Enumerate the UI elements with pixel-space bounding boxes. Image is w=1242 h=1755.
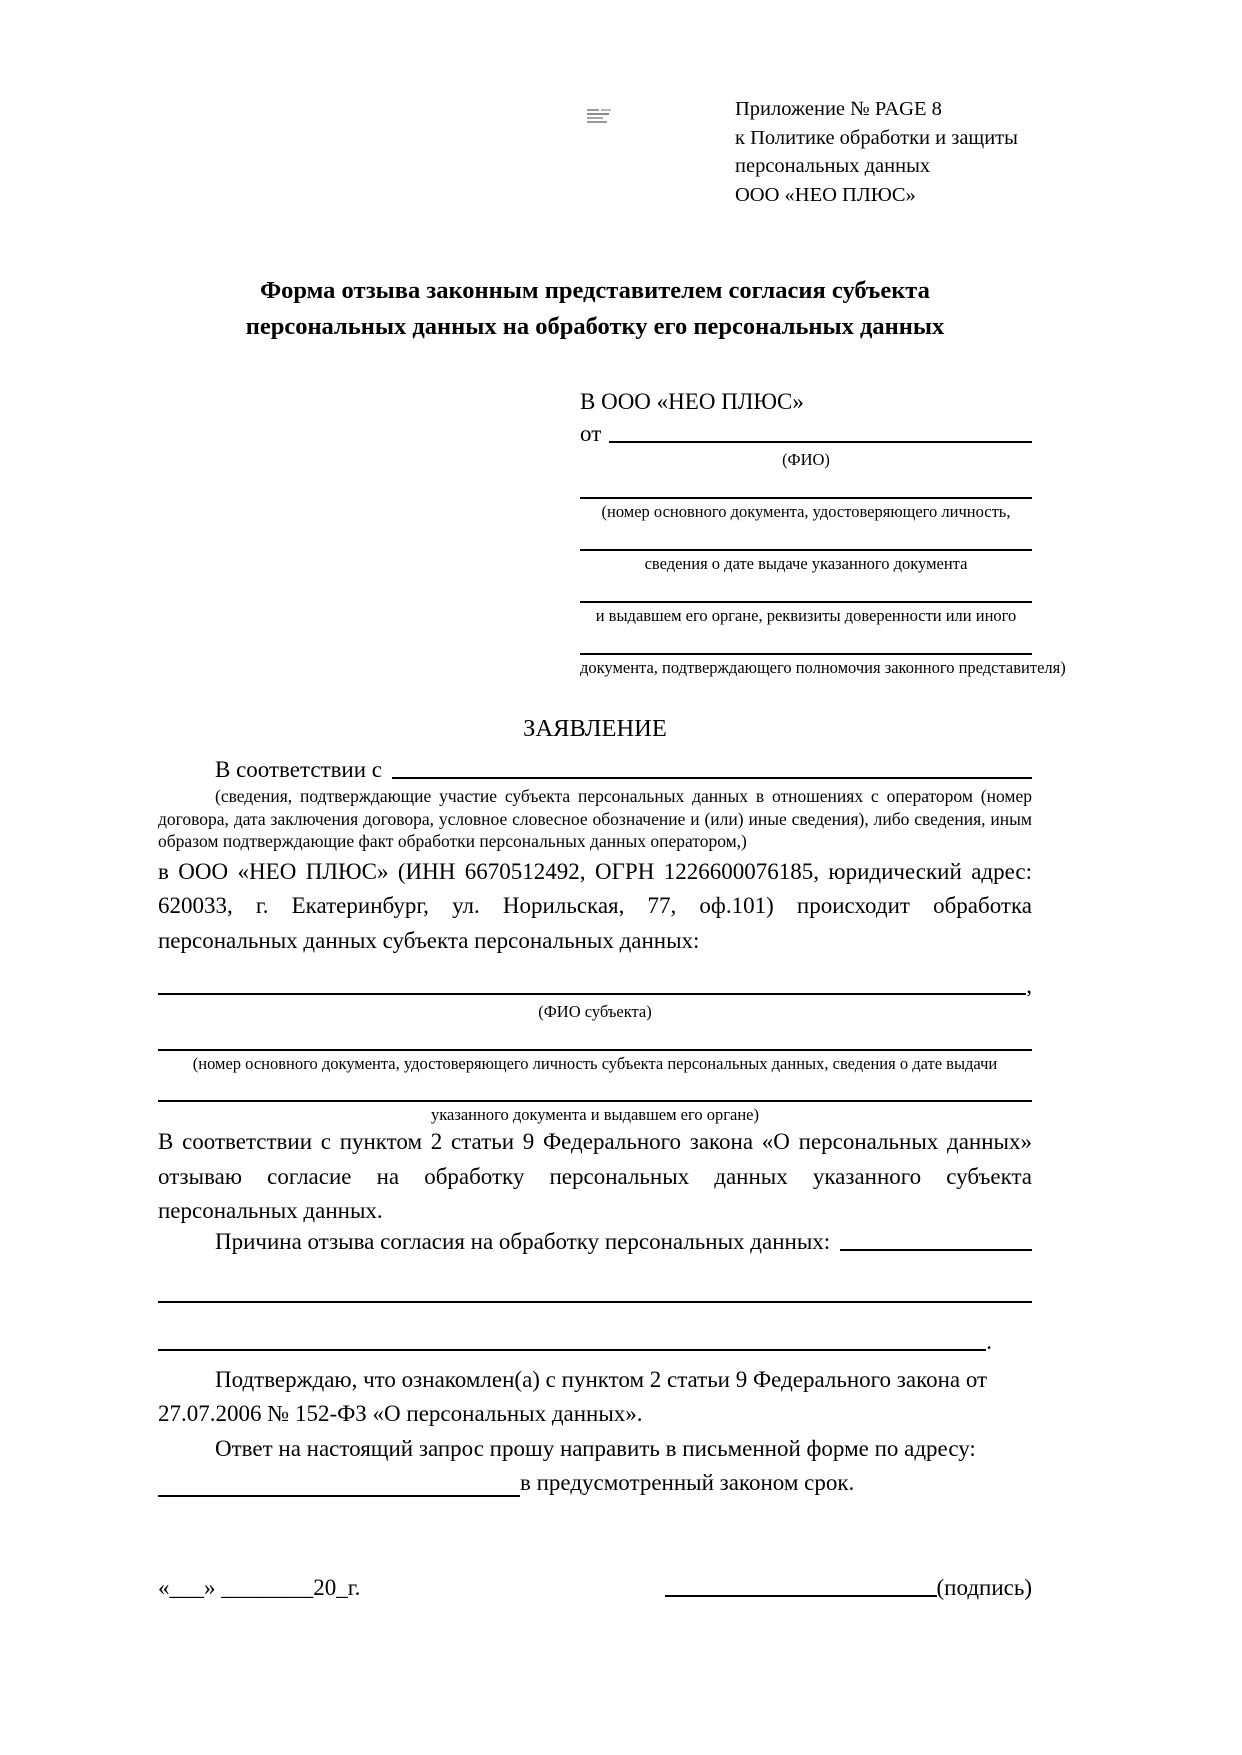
addressee-to: В ООО «НЕО ПЛЮС» xyxy=(580,389,804,414)
appendix-block xyxy=(735,95,1032,209)
title-line-1: Форма отзыва законным представителем согласия субъекта xyxy=(260,277,930,304)
reason-blank-start[interactable] xyxy=(840,1249,1032,1251)
subject-fio-line xyxy=(158,973,1032,999)
from-label: от xyxy=(580,421,602,446)
subject-line-suffix: , xyxy=(1026,973,1032,998)
relationship-details-blank[interactable] xyxy=(392,777,1032,779)
doc-issuer-blank[interactable] xyxy=(580,601,1032,603)
signature-caption: (подпись) xyxy=(936,1574,1032,1600)
title-line-2: персональных данных на обработку его персональных данных xyxy=(245,313,945,340)
reason-blank-line-2[interactable] xyxy=(158,1301,1032,1303)
addressee-block xyxy=(580,387,1066,678)
response-address-line xyxy=(158,1466,1032,1501)
subject-doc-blank[interactable] xyxy=(158,1049,1032,1051)
policy-reference-line2: персональных данных xyxy=(735,155,931,177)
document-title xyxy=(158,273,1032,345)
doc-issuer-caption: и выдавшем его органе, реквизиты доверенности или иного xyxy=(595,606,1017,625)
subject-fio-caption: (ФИО субъекта) xyxy=(538,1002,652,1021)
reason-line-suffix: . xyxy=(986,1328,992,1354)
intro-label: В соответствии с xyxy=(215,757,383,782)
doc-number-caption: (номер основного документа, удостоверяющего личность, xyxy=(601,502,1011,521)
subject-doc-caption-1: (номер основного документа, удостоверяющего личность субъекта персональных данных, сведения о дате выдачи xyxy=(192,1054,998,1073)
representative-fio-blank[interactable] xyxy=(609,441,1032,443)
signature-blank[interactable] xyxy=(665,1595,937,1597)
fine-print-note: (сведения, подтверждающие участие субъекта персональных данных в отношениях с оператором (номер договора, дата заключения договора, условное словесное обозначение и (или) иные сведения), либо сведения, иным образом подтверждающие факт обработки персональных данных оператором,) xyxy=(158,786,1032,851)
header xyxy=(158,95,1032,213)
fio-caption: (ФИО) xyxy=(782,450,830,469)
policy-reference-line: к Политике обработки и защиты xyxy=(735,126,1018,149)
signature-group xyxy=(665,1575,1032,1601)
company-name: ООО «НЕО ПЛЮС» xyxy=(735,183,916,206)
date-blank-text[interactable]: «___» ________20_г. xyxy=(158,1574,361,1600)
reason-label: Причина отзыва согласия на обработку персональных данных: xyxy=(215,1228,831,1254)
response-request-paragraph: Ответ на настоящий запрос прошу направить в письменной форме по адресу: xyxy=(215,1435,976,1461)
authority-doc-blank[interactable] xyxy=(580,653,1032,655)
reason-line xyxy=(158,1229,1032,1255)
doc-issue-date-blank[interactable] xyxy=(580,549,1032,551)
withdrawal-paragraph: В соответствии с пунктом 2 статьи 9 Федерального закона «О персональных данных» отзываю согласие на обработку персональных данных указанного субъекта персональных данных. xyxy=(158,1129,1032,1223)
confirmation-paragraph: Подтверждаю, что ознакомлен(а) с пунктом 2 статьи 9 Федерального закона от 27.07.2006 № 152-ФЗ «О персональных данных». xyxy=(158,1366,988,1426)
subject-doc-issuer-blank[interactable] xyxy=(158,1100,1032,1102)
reason-blank-line-3[interactable] xyxy=(158,1349,986,1351)
appendix-number-line: Приложение № PAGE 8 xyxy=(735,98,942,120)
response-address-blank[interactable] xyxy=(158,1495,520,1497)
subject-doc-caption-2: указанного документа и выдавшем его органе) xyxy=(431,1105,759,1124)
intro-line xyxy=(158,757,1032,783)
reason-line-3 xyxy=(158,1329,1032,1355)
authority-doc-caption: документа, подтверждающего полномочия законного представителя) xyxy=(580,658,1066,677)
operator-paragraph: в ООО «НЕО ПЛЮС» (ИНН 6670512492, ОГРН 1226600076185, юридический адрес: 620033, г. Екатеринбург, ул. Норильская, 77, оф.101) происходит обработка персональных данных субъекта персональных данных: xyxy=(158,858,1032,953)
response-tail: в предусмотренный законом срок. xyxy=(520,1470,855,1495)
representative-doc-number-blank[interactable] xyxy=(580,497,1032,499)
hidden-field-marker-icon xyxy=(585,107,615,127)
subject-fio-blank[interactable] xyxy=(158,993,1026,995)
statement-heading: ЗАЯВЛЕНИЕ xyxy=(523,715,667,742)
doc-issue-date-caption: сведения о дате выдаче указанного документа xyxy=(644,554,968,573)
signature-row xyxy=(158,1575,1032,1601)
from-line xyxy=(580,421,1032,447)
